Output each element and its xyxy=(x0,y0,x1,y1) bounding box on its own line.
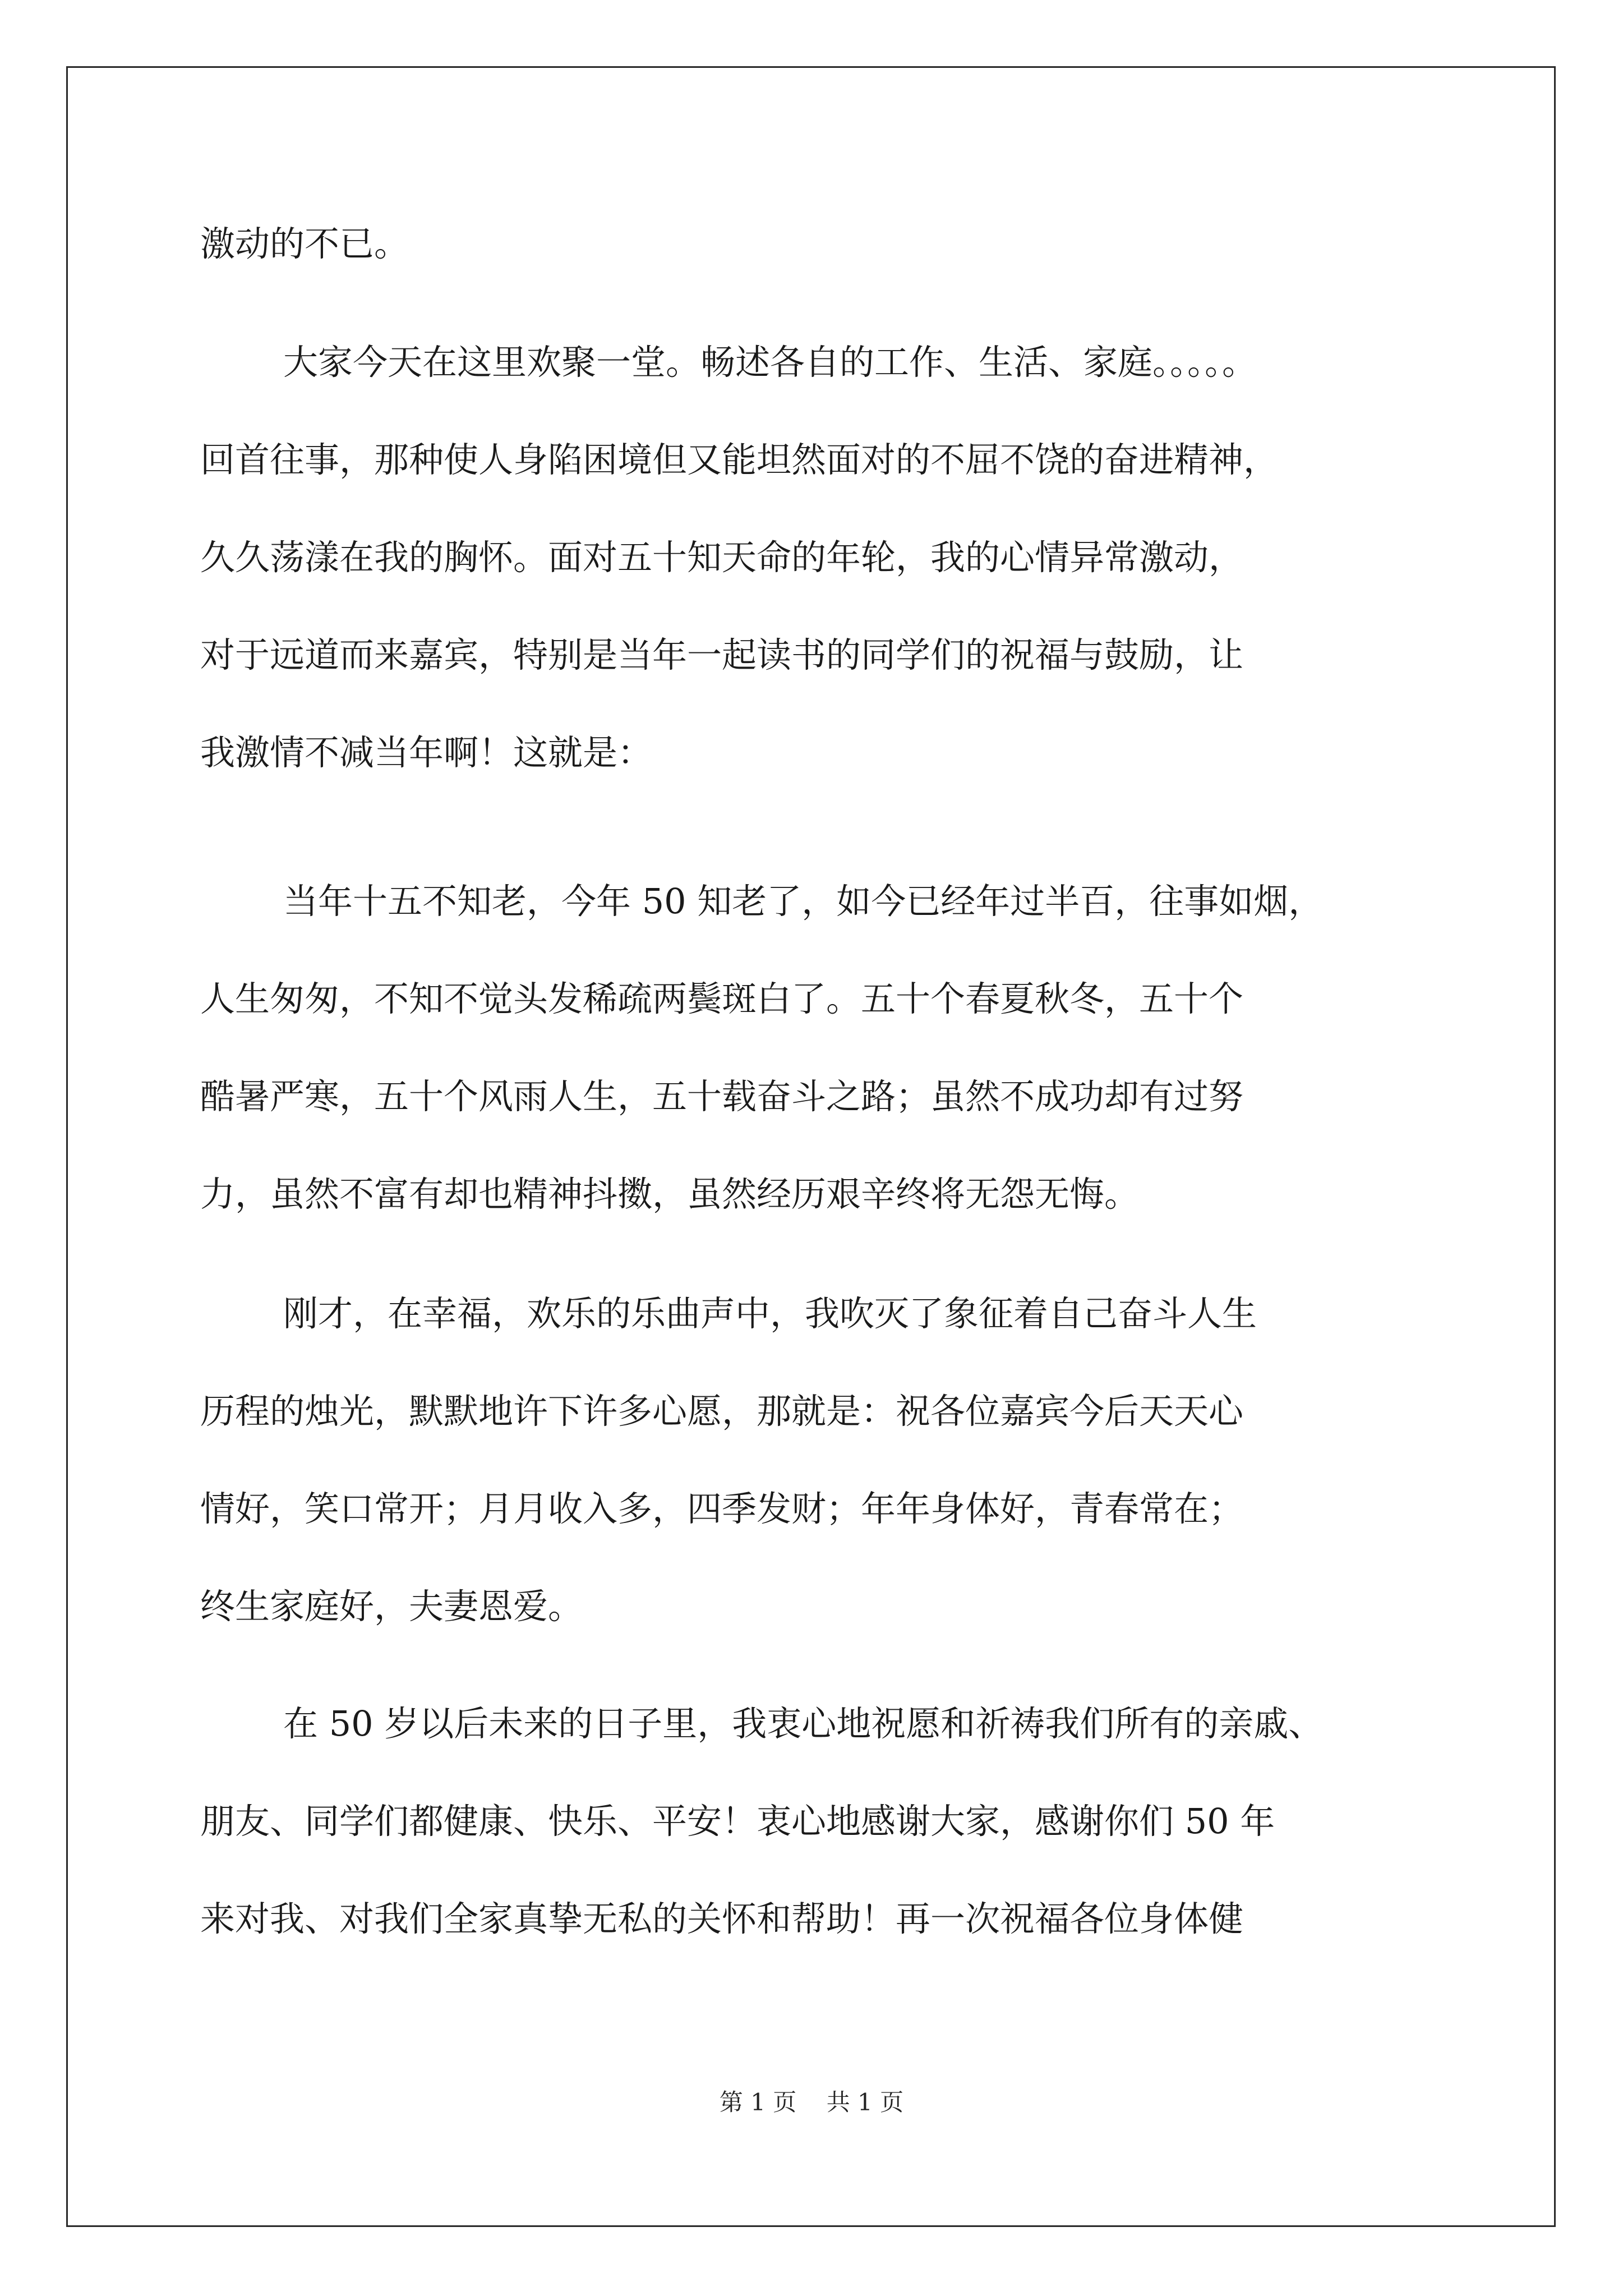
paragraph-start: 在 50 岁以后未来的日子里，我衷心地祝愿和祈祷我们所有的亲戚、 xyxy=(283,1703,1324,1744)
text-line: 回首往事，那种使人身陷困境但又能坦然面对的不屈不饶的奋进精神， xyxy=(200,439,1279,480)
text-line: 我激情不减当年啊！这就是： xyxy=(200,732,653,773)
text-line: 力，虽然不富有却也精神抖擞，虽然经历艰辛终将无怨无悔。 xyxy=(200,1174,1140,1214)
text-line: 对于远道而来嘉宾，特别是当年一起读书的同学们的祝福与鼓励，让 xyxy=(200,634,1244,675)
text-line: 久久荡漾在我的胸怀。面对五十知天命的年轮，我的心情异常激动， xyxy=(200,537,1244,578)
text-line: 终生家庭好，夫妻恩爱。 xyxy=(200,1586,583,1627)
text-line: 朋友、同学们都健康、快乐、平安！衷心地感谢大家，感谢你们 50 年 xyxy=(200,1801,1275,1842)
page-number-footer: 第 1 页 共 1 页 xyxy=(719,2088,904,2116)
text-line: 历程的烛光，默默地许下许多心愿，那就是：祝各位嘉宾今后天天心 xyxy=(200,1391,1244,1432)
paragraph-start: 当年十五不知老，今年 50 知老了，如今已经年过半百，往事如烟， xyxy=(283,881,1324,922)
text-line: 情好，笑口常开；月月收入多，四季发财；年年身体好，青春常在； xyxy=(200,1488,1244,1529)
text-line: 人生匆匆，不知不觉头发稀疏两鬓斑白了。五十个春夏秋冬，五十个 xyxy=(200,978,1244,1019)
paragraph-start: 刚才，在幸福，欢乐的乐曲声中，我吹灭了象征着自己奋斗人生 xyxy=(283,1293,1257,1334)
text-line: 来对我、对我们全家真挚无私的关怀和帮助！再一次祝福各位身体健 xyxy=(200,1898,1244,1939)
paragraph-start: 大家今天在这里欢聚一堂。畅述各自的工作、生活、家庭。。。。。 xyxy=(283,342,1257,383)
text-line: 酷暑严寒，五十个风雨人生，五十载奋斗之路；虽然不成功却有过努 xyxy=(200,1076,1244,1117)
text-line: 激动的不已。 xyxy=(200,223,409,264)
